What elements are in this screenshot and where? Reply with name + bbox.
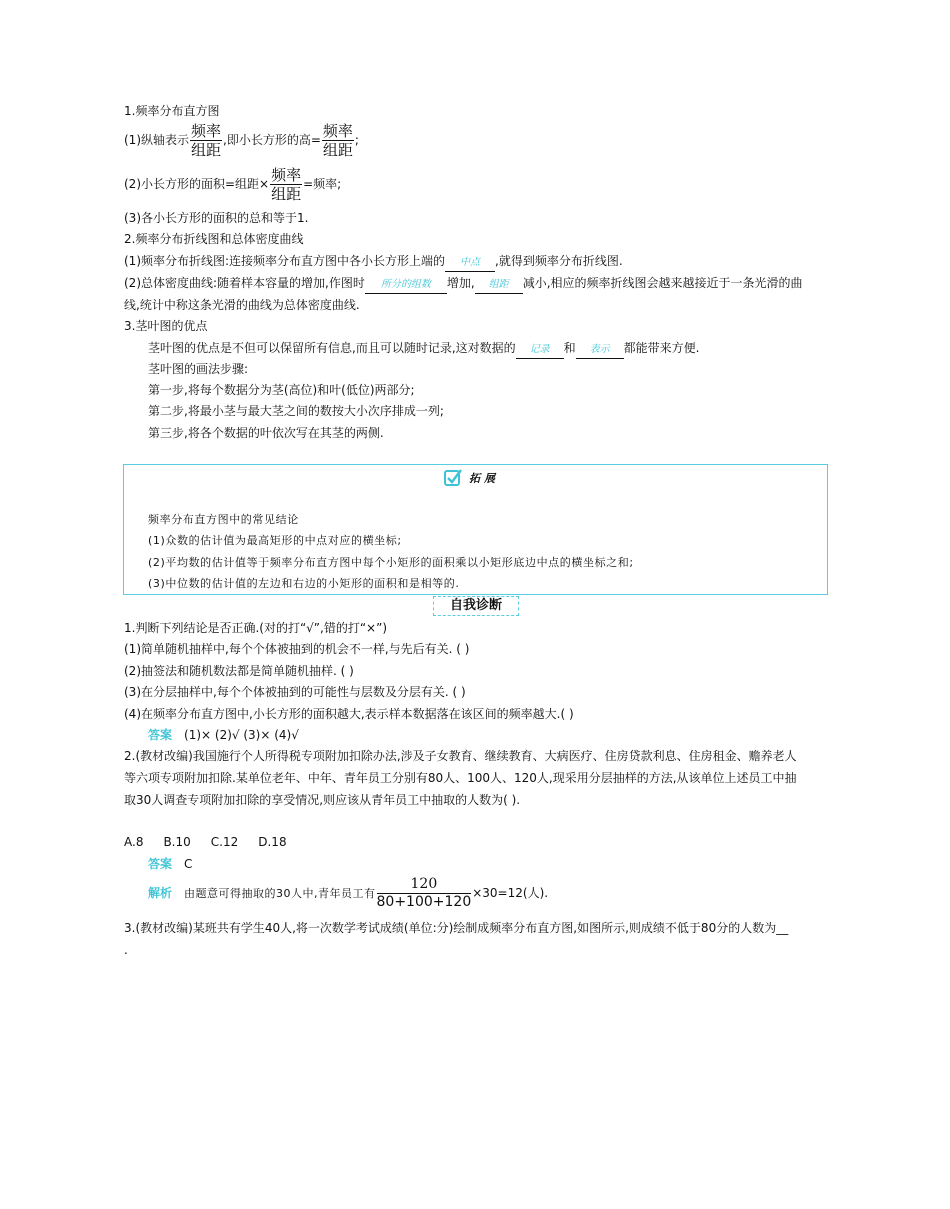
section2-item2: (2)总体密度曲线:随着样本容量的增加,作图时 所分的组数 增加, 组距 减小,相应的频率折线图会越来越接近于一条光滑的曲 (124, 275, 803, 294)
section1-item1: (1)纵轴表示 $\frac{\text{频率}}{\text{组距}}$ ,即小长方形的高= $\frac{\text{频率}}{\text{组距}}$ ; (124, 122, 359, 159)
fill-blank-answer: 表示 (576, 342, 624, 359)
section3-step3: 第三步,将各个数据的叶依次写在其茎的两侧. (148, 426, 384, 440)
extension-title: 拓展 (443, 468, 499, 488)
section3-paragraph: 茎叶图的优点是不但可以保留所有信息,而且可以随时记录,这对数据的 记录 和 表示 都能带来方便. (148, 340, 699, 359)
option-c: C.12 (210, 835, 239, 849)
fraction-frequency-over-width: $\frac{\text{频率}}{\text{组距}}$ (322, 122, 353, 159)
extension-item2: (2)平均数的估计值等于频率分布直方图中每个小矩形的面积乘以小矩形底边中点的横坐标之和; (148, 556, 634, 569)
question1-item2: (2)抽签法和随机数法都是简单随机抽样. ( ) (124, 664, 354, 678)
question2-line2: 等六项专项附加扣除.某单位老年、中年、青年员工分别有80人、100人、120人,现采用分层抽样的方法,从该单位上述员工中抽 (124, 771, 797, 785)
question2-analysis: 解析 由题意可得抽取的30人中,青年员工有 $\frac{120}{80+100+120}$ ×30=12(人). (148, 876, 549, 910)
section3-heading: 3.茎叶图的优点 (124, 319, 208, 333)
option-a: A.8 (124, 835, 144, 849)
section2-item2-cont: 线,统计中称这条光滑的曲线为总体密度曲线. (124, 298, 360, 312)
option-d: D.18 (258, 835, 287, 849)
fill-blank-answer: 所分的组数 (365, 277, 447, 294)
question3-line1: 3.(教材改编)某班共有学生40人,将一次数学考试成绩(单位:分)绘制成频率分布直方图,如图所示,则成绩不低于80分的人数为__ (124, 921, 789, 935)
self-diagnosis-title: 自我诊断 (433, 596, 519, 616)
question3-line2: . (124, 943, 128, 957)
question1-item4: (4)在频率分布直方图中,小长方形的面积越大,表示样本数据落在该区间的频率越大.( ) (124, 707, 574, 721)
fraction-frequency-over-width: $\frac{\text{频率}}{\text{组距}}$ (271, 166, 302, 203)
section1-item2: (2)小长方形的面积=组距× $\frac{\text{频率}}{\text{组距}}$ =频率; (124, 166, 342, 203)
fill-blank-answer: 组距 (475, 277, 523, 294)
section2-heading: 2.频率分布折线图和总体密度曲线 (124, 232, 304, 246)
question1: 1.判断下列结论是否正确.(对的打“√”,错的打“×”) (124, 621, 388, 635)
checkbox-icon (443, 468, 463, 488)
section3-step1: 第一步,将每个数据分为茎(高位)和叶(低位)两部分; (148, 383, 415, 397)
section3-step2: 第二步,将最小茎与最大茎之间的数按大小次序排成一列; (148, 404, 444, 418)
fill-blank-answer: 记录 (516, 342, 564, 359)
question1-item1: (1)简单随机抽样中,每个个体被抽到的机会不一样,与先后有关. ( ) (124, 642, 470, 656)
question2-answer: 答案 C (148, 857, 193, 871)
extension-item1: (1)众数的估计值为最高矩形的中点对应的横坐标; (148, 534, 402, 547)
question1-answer: 答案 (1)× (2)√ (3)× (4)√ (148, 728, 299, 742)
fraction-youth-share: $\frac{120}{80+100+120}$ (376, 876, 472, 910)
question2-line3: 取30人调查专项附加扣除的享受情况,则应该从青年员工中抽取的人数为( ). (124, 793, 521, 807)
section1-item3: (3)各小长方形的面积的总和等于1. (124, 211, 309, 225)
extension-heading: 频率分布直方图中的常见结论 (148, 513, 299, 526)
question2-options (124, 834, 287, 850)
question2-line1: 2.(教材改编)我国施行个人所得税专项附加扣除办法,涉及子女教育、继续教育、大病医疗、住房贷款利息、住房租金、赡养老人 (124, 749, 797, 763)
option-b: B.10 (163, 835, 191, 849)
extension-item3: (3)中位数的估计值的左边和右边的小矩形的面积和是相等的. (148, 577, 460, 590)
fraction-frequency-over-width: $\frac{\text{频率}}{\text{组距}}$ (191, 122, 222, 159)
section3-steps-heading: 茎叶图的画法步骤: (148, 362, 249, 376)
fill-blank-answer: 中点 (445, 255, 495, 272)
question1-item3: (3)在分层抽样中,每个个体被抽到的可能性与层数及分层有关. ( ) (124, 685, 466, 699)
section1-heading: 1.频率分布直方图 (124, 104, 220, 118)
section2-item1: (1)频率分布折线图:连接频率分布直方图中各小长方形上端的 中点 ,就得到频率分布折线图. (124, 253, 623, 272)
